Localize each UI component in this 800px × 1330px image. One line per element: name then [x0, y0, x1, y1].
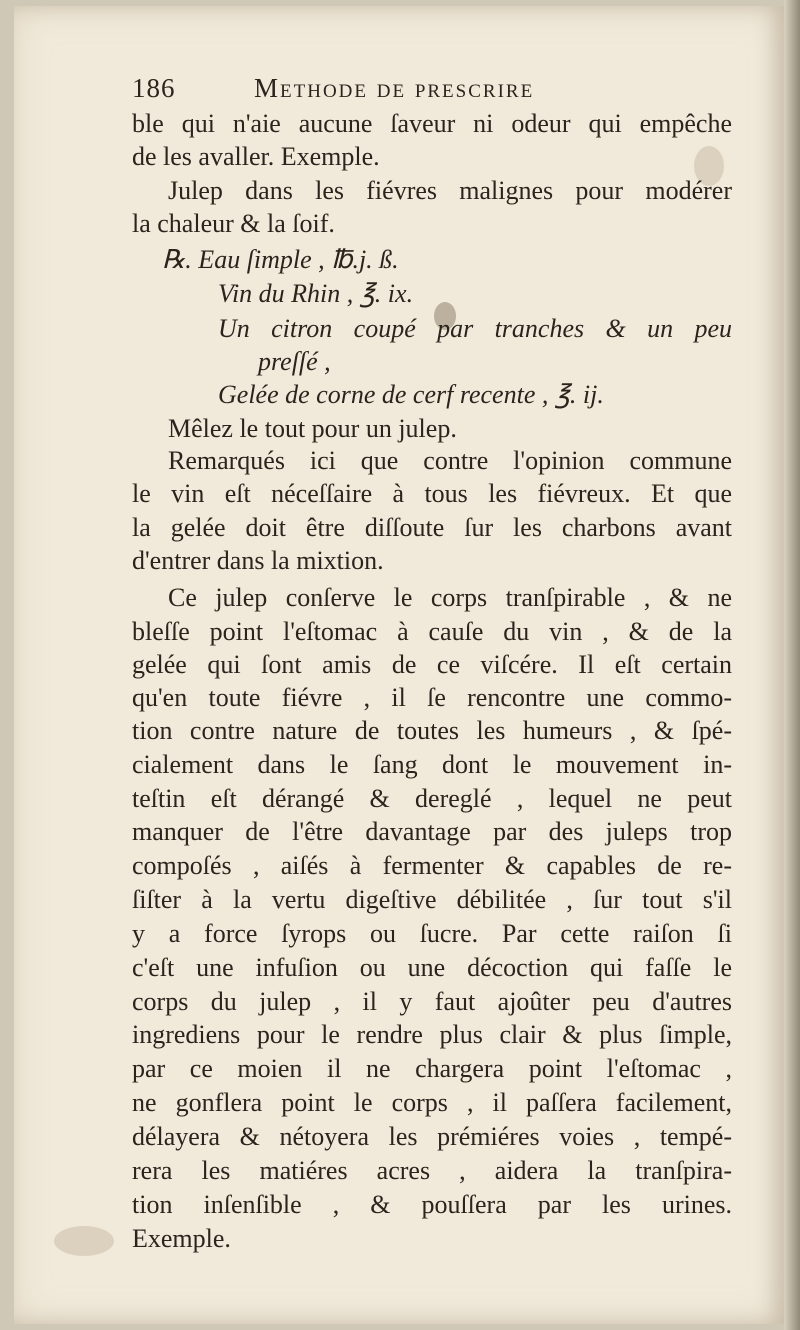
- running-title: Methode de prescrire: [254, 73, 535, 103]
- recipe-line: Vin du Rhin , ℥. ix.: [218, 279, 414, 308]
- paper-stain: [54, 1226, 114, 1256]
- running-header: [132, 70, 732, 106]
- recipe-line: ℞. Eau ſimple , ℔.j. ß.: [162, 245, 399, 274]
- page-number: 186: [132, 73, 176, 103]
- text-line: cialement dans le ſang dont le mouvement in-: [132, 750, 732, 779]
- text-line: la gelée doit être diſſoute ſur les charbons avant: [132, 513, 732, 542]
- text-line: Remarqués ici que contre l'opinion commune: [168, 446, 732, 475]
- text-line: manquer de l'être davantage par des juleps trop: [132, 817, 732, 846]
- text-line: tion inſenſible , & pouſſera par les urines.: [132, 1190, 732, 1219]
- text-line: ble qui n'aie aucune ſaveur ni odeur qui empêche: [132, 109, 732, 138]
- text-line: par ce moien il ne chargera point l'eſtomac ,: [132, 1054, 732, 1083]
- text-line: le vin eſt néceſſaire à tous les fiévreux. Et que: [132, 479, 732, 508]
- text-line: gelée qui ſont amis de ce viſcére. Il eſt certain: [132, 650, 732, 679]
- text-line: délayera & nétoyera les prémiéres voies , tempé-: [132, 1122, 732, 1151]
- recipe-line: Un citron coupé par tranches & un peu: [218, 314, 732, 343]
- book-spine-shadow: [784, 0, 800, 1330]
- text-line: Ce julep conſerve le corps tranſpirable , & ne: [168, 583, 732, 612]
- text-line: la chaleur & la ſoif.: [132, 209, 335, 238]
- recipe-line: preſſé ,: [258, 347, 331, 376]
- text-line: Exemple.: [132, 1224, 231, 1253]
- text-line: corps du julep , il y faut ajoûter peu d'autres: [132, 987, 732, 1016]
- text-line: Julep dans les fiévres malignes pour modérer: [168, 176, 732, 205]
- recipe-line: Gelée de corne de cerf recente , ℥. ij.: [218, 380, 604, 409]
- text-line: qu'en toute fiévre , il ſe rencontre une commo-: [132, 683, 732, 712]
- text-line: compoſés , aiſés à fermenter & capables de re-: [132, 851, 732, 880]
- text-line: bleſſe point l'eſtomac à cauſe du vin , & de la: [132, 617, 732, 646]
- text-line: rera les matiéres acres , aidera la tranſpira-: [132, 1156, 732, 1185]
- text-line: ne gonflera point le corps , il paſſera facilement,: [132, 1088, 732, 1117]
- text-line: y a force ſyrops ou ſucre. Par cette raiſon ſi: [132, 919, 732, 948]
- text-line: Mêlez le tout pour un julep.: [168, 414, 457, 443]
- text-line: teſtin eſt dérangé & dereglé , lequel ne peut: [132, 784, 732, 813]
- text-line: de les avaller. Exemple.: [132, 142, 380, 171]
- text-line: ingrediens pour le rendre plus clair & plus ſimple,: [132, 1020, 732, 1049]
- text-line: d'entrer dans la mixtion.: [132, 546, 384, 575]
- text-line: tion contre nature de toutes les humeurs , & ſpé-: [132, 716, 732, 745]
- text-line: ſiſter à la vertu digeſtive débilitée , ſur tout s'il: [132, 885, 732, 914]
- text-line: c'eſt une infuſion ou une décoction qui faſſe le: [132, 953, 732, 982]
